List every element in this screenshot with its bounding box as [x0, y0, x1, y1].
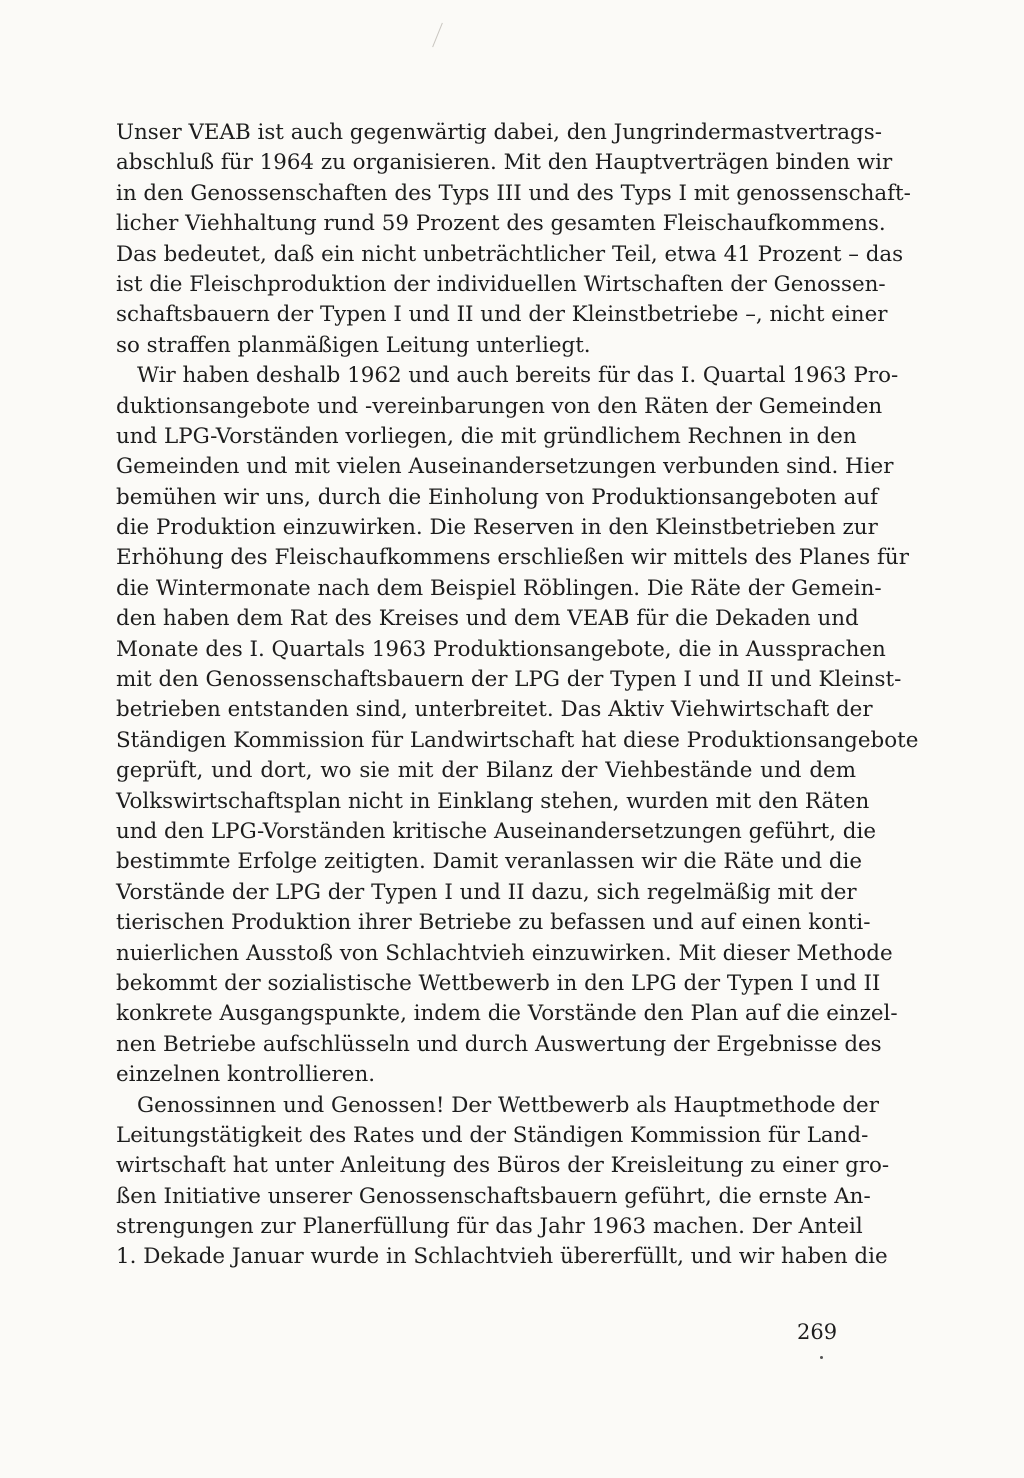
text-line: bemühen wir uns, durch die Einholung von Produktionsangeboten auf: [116, 484, 879, 510]
text-line: so straffen planmäßigen Leitung unterliegt.: [116, 332, 591, 358]
text-line: einzelnen kontrollieren.: [116, 1062, 376, 1088]
text-line: bestimmte Erfolge zeitigten. Damit veranlassen wir die Räte und die: [116, 849, 863, 875]
text-line: Ständigen Kommission für Landwirtschaft hat diese Produktionsangebote: [116, 727, 919, 753]
scan-speck: [820, 1356, 823, 1359]
text-line: Leitungstätigkeit des Rates und der Ständigen Kommission für Land-: [116, 1122, 869, 1148]
text-line: Wir haben deshalb 1962 und auch bereits für das I. Quartal 1963 Pro-: [137, 363, 899, 389]
text-line: den haben dem Rat des Kreises und dem VEAB für die Dekaden und: [116, 606, 859, 632]
text-line: Monate des I. Quartals 1963 Produktionsangebote, die in Aussprachen: [116, 636, 886, 662]
paragraph: [116, 1091, 890, 1273]
text-line: wirtschaft hat unter Anleitung des Büros der Kreisleitung zu einer gro-: [116, 1153, 890, 1179]
page-number: 269: [797, 1320, 838, 1344]
text-line: ist die Fleischproduktion der individuellen Wirtschaften der Genossen-: [116, 271, 886, 297]
text-line: nen Betriebe aufschlüsseln und durch Auswertung der Ergebnisse des: [116, 1031, 882, 1057]
text-line: Gemeinden und mit vielen Auseinandersetzungen verbunden sind. Hier: [116, 454, 894, 480]
text-line: Vorstände der LPG der Typen I und II dazu, sich regelmäßig mit der: [116, 879, 857, 905]
paragraph: [116, 118, 911, 361]
text-line: die Produktion einzuwirken. Die Reserven in den Kleinstbetrieben zur: [116, 515, 878, 541]
text-line: 1. Dekade Januar wurde in Schlachtvieh übererfüllt, und wir haben die: [116, 1244, 888, 1270]
text-line: ßen Initiative unserer Genossenschaftsbauern geführt, die ernste An-: [116, 1183, 871, 1209]
text-line: mit den Genossenschaftsbauern der LPG der Typen I und II und Kleinst-: [116, 667, 902, 693]
text-line: strengungen zur Planerfüllung für das Jahr 1963 machen. Der Anteil: [116, 1214, 863, 1240]
body-text: [116, 118, 919, 1273]
text-line: geprüft, und dort, wo sie mit der Bilanz der Viehbestände und dem: [116, 758, 856, 784]
text-line: abschluß für 1964 zu organisieren. Mit den Hauptverträgen binden wir: [116, 150, 893, 176]
text-line: und den LPG-Vorständen kritische Auseinandersetzungen geführt, die: [116, 818, 877, 844]
text-line: Genossinnen und Genossen! Der Wettbewerb als Hauptmethode der: [137, 1092, 879, 1118]
text-line: Das bedeutet, daß ein nicht unbeträchtlicher Teil, etwa 41 Prozent – das: [116, 241, 904, 267]
text-line: licher Viehhaltung rund 59 Prozent des gesamten Fleischaufkommens.: [116, 211, 886, 237]
text-line: Unser VEAB ist auch gegenwärtig dabei, den Jungrindermastvertrags-: [116, 120, 882, 145]
text-line: und LPG-Vorständen vorliegen, die mit gründlichem Rechnen in den: [116, 423, 857, 449]
text-line: betrieben entstanden sind, unterbreitet. Das Aktiv Viehwirtschaft der: [116, 697, 873, 723]
text-line: nuierlichen Ausstoß von Schlachtvieh einzuwirken. Mit dieser Methode: [116, 940, 893, 966]
paragraph: [116, 361, 919, 1090]
text-line: konkrete Ausgangspunkte, indem die Vorstände den Plan auf die einzel-: [116, 1001, 898, 1027]
text-line: schaftsbauern der Typen I und II und der Kleinstbetriebe –, nicht einer: [116, 302, 888, 328]
text-line: tierischen Produktion ihrer Betriebe zu befassen und auf einen konti-: [116, 910, 871, 936]
scan-artifact: [432, 23, 443, 47]
text-line: bekommt der sozialistische Wettbewerb in den LPG der Typen I und II: [116, 970, 881, 996]
text-line: Erhöhung des Fleischaufkommens erschließen wir mittels des Planes für: [116, 545, 909, 571]
text-line: Volkswirtschaftsplan nicht in Einklang stehen, wurden mit den Räten: [116, 788, 870, 814]
text-line: die Wintermonate nach dem Beispiel Röblingen. Die Räte der Gemein-: [116, 575, 882, 601]
text-line: in den Genossenschaften des Typs III und des Typs I mit genossenschaft-: [116, 180, 911, 206]
text-line: duktionsangebote und -vereinbarungen von den Räten der Gemeinden: [116, 393, 883, 419]
